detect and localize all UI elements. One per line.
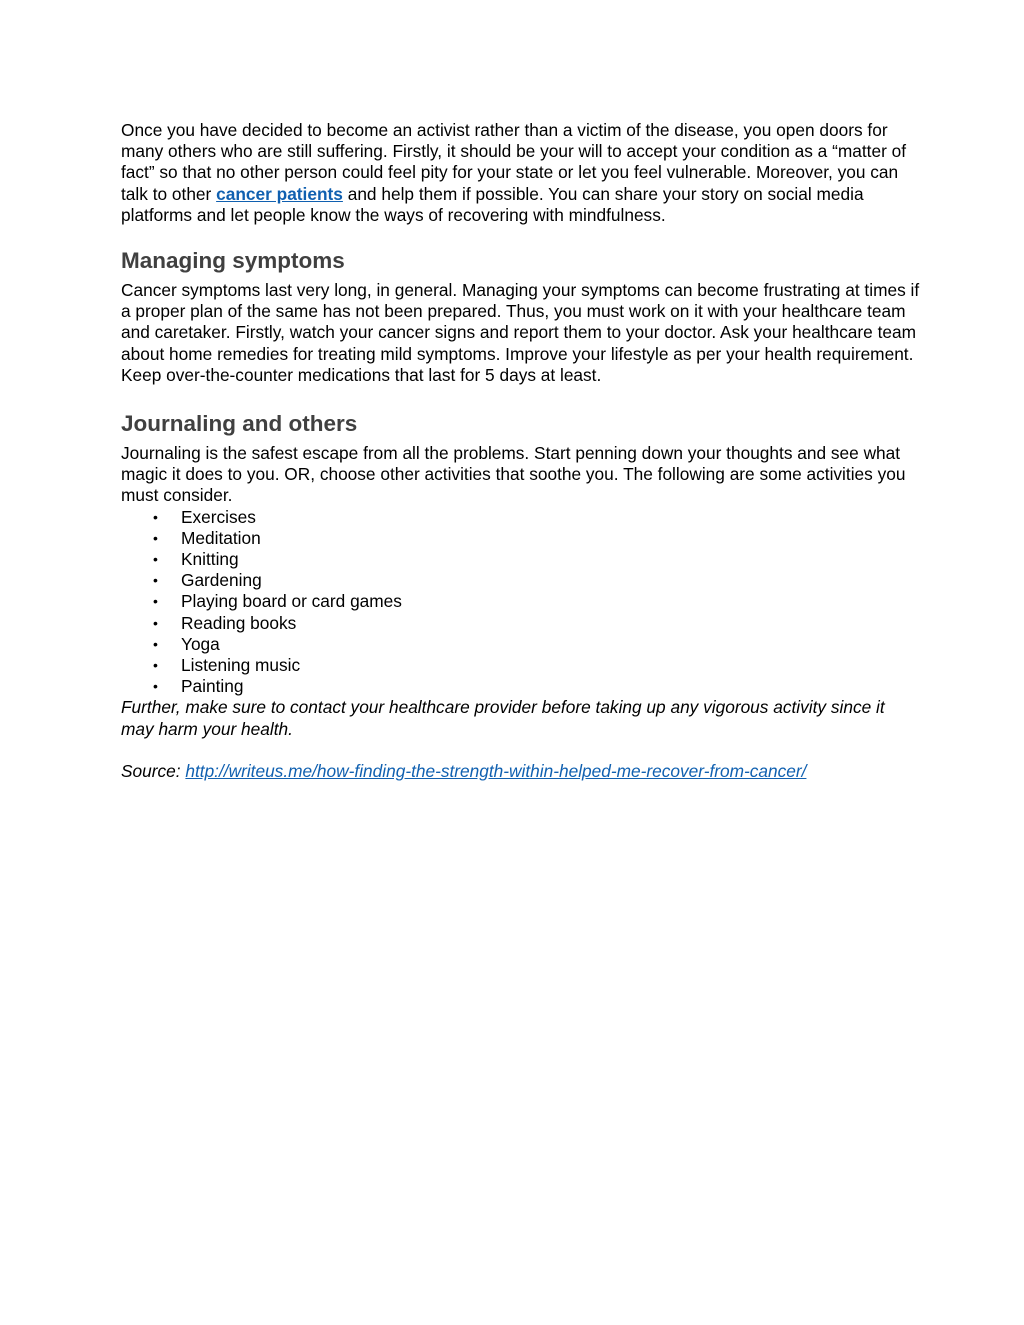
list-item-label: Listening music	[181, 655, 301, 676]
intro-text-before-link: Once you have decided to become an activist rather than a victim of the disease, you open doors for many others who are still suffering. Firstly, it should be your will to accept your condition as a “matter of fact” so that no other person could feel pity for your state or let you feel vulnerable. Moreover, you can talk to other	[121, 120, 907, 204]
list-item	[121, 570, 921, 591]
document-page	[121, 120, 921, 782]
bullet-icon: •	[153, 572, 158, 589]
bullet-icon: •	[153, 593, 158, 610]
list-item	[121, 676, 921, 697]
list-item-label: Knitting	[181, 549, 239, 570]
journaling-heading: Journaling and others	[121, 411, 358, 437]
bullet-icon: •	[153, 529, 158, 546]
list-item	[121, 655, 921, 676]
list-item	[121, 613, 921, 634]
closing-note: Further, make sure to contact your healthcare provider before taking up any vigorous activity since it may harm your health.	[121, 697, 885, 739]
list-item	[121, 634, 921, 655]
list-item-label: Painting	[181, 676, 244, 697]
source-line	[121, 761, 921, 782]
journaling-paragraph: Journaling is the safest escape from all the problems. Start penning down your thoughts and see what magic it does to you. OR, choose other activities that soothe you. The following are some activities you must consider.	[121, 443, 906, 506]
managing-symptoms-heading: Managing symptoms	[121, 248, 345, 274]
list-item	[121, 591, 921, 612]
bullet-icon: •	[153, 614, 158, 631]
managing-symptoms-paragraph: Cancer symptoms last very long, in general. Managing your symptoms can become frustrating at times if a proper plan of the same has not been prepared. Thus, you must work on it with your healthcare team and caretaker. Firstly, watch your cancer signs and report them to your doctor. Ask your healthcare team about home remedies for treating mild symptoms. Improve your lifestyle as per your health requirement. Keep over-the-counter medications that last for 5 days at least.	[121, 280, 920, 385]
intro-text-after-link: and help them if possible. You can share your story on social media platforms and let people know the ways of recovering with mindfulness.	[121, 183, 864, 225]
intro-paragraph	[121, 120, 921, 226]
bullet-icon: •	[153, 635, 158, 652]
bullet-icon: •	[153, 508, 158, 525]
cancer-patients-link[interactable]: cancer patients	[216, 183, 343, 204]
list-item-label: Reading books	[181, 612, 297, 633]
bullet-icon: •	[153, 657, 158, 674]
activity-list	[121, 507, 921, 698]
bullet-icon: •	[153, 551, 158, 568]
list-item-label: Yoga	[181, 633, 220, 654]
list-item-label: Playing board or card games	[181, 591, 402, 612]
bullet-icon: •	[153, 678, 158, 695]
list-item	[121, 549, 921, 570]
source-url-link[interactable]: http://writeus.me/how-finding-the-strength-within-helped-me-recover-from-cancer/	[185, 760, 807, 781]
list-item	[121, 528, 921, 549]
source-label: Source:	[121, 760, 186, 781]
list-item	[121, 507, 921, 528]
list-item-label: Exercises	[181, 506, 256, 527]
list-item-label: Gardening	[181, 570, 262, 591]
list-item-label: Meditation	[181, 527, 261, 548]
